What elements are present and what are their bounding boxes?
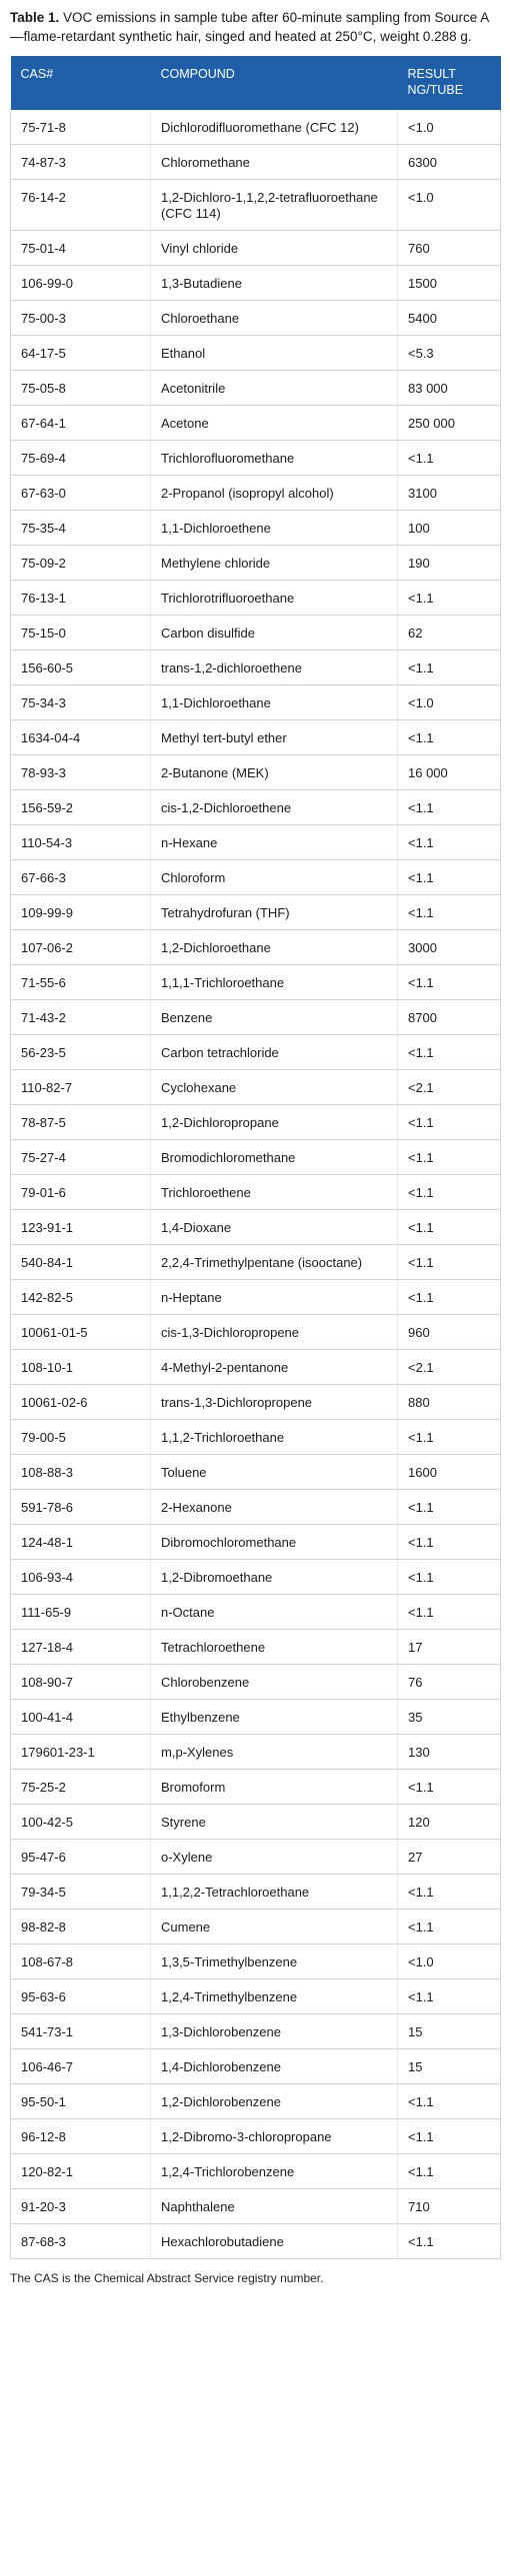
table-row: [11, 1140, 501, 1175]
table-row: [11, 110, 501, 145]
result-cell: <1.1: [398, 860, 501, 895]
result-cell: 100: [398, 511, 501, 546]
result-cell: <1.1: [398, 581, 501, 616]
table-row: [11, 1210, 501, 1245]
result-cell: <1.0: [398, 1944, 501, 1979]
compound-cell: Toluene: [151, 1455, 398, 1490]
compound-cell: 1,1,2-Trichloroethane: [151, 1420, 398, 1455]
compound-cell: 1,4-Dioxane: [151, 1210, 398, 1245]
table-row: [11, 1315, 501, 1350]
compound-cell: Trichloroethene: [151, 1175, 398, 1210]
table-row: [11, 1944, 501, 1979]
compound-cell: 2-Propanol (isopropyl alcohol): [151, 476, 398, 511]
compound-cell: 1,3,5-Trimethylbenzene: [151, 1944, 398, 1979]
compound-cell: Chloroethane: [151, 301, 398, 336]
table-row: [11, 790, 501, 825]
table-row: [11, 2049, 501, 2084]
cas-cell: 179601-23-1: [11, 1735, 151, 1770]
cas-cell: 75-69-4: [11, 441, 151, 476]
table-row: [11, 1070, 501, 1105]
cas-cell: 67-63-0: [11, 476, 151, 511]
cas-cell: 87-68-3: [11, 2224, 151, 2259]
cas-cell: 78-93-3: [11, 755, 151, 790]
result-cell: <2.1: [398, 1350, 501, 1385]
cas-cell: 124-48-1: [11, 1525, 151, 1560]
table-row: [11, 406, 501, 441]
table-row: [11, 930, 501, 965]
compound-cell: trans-1,2-dichloroethene: [151, 650, 398, 685]
cas-cell: 10061-02-6: [11, 1385, 151, 1420]
cas-cell: 156-60-5: [11, 650, 151, 685]
caption-label: Table 1.: [10, 10, 60, 25]
result-cell: <1.1: [398, 1140, 501, 1175]
result-cell: 8700: [398, 1000, 501, 1035]
cas-cell: 64-17-5: [11, 336, 151, 371]
result-cell: <5.3: [398, 336, 501, 371]
result-cell: 130: [398, 1735, 501, 1770]
table-row: [11, 1455, 501, 1490]
result-cell: 27: [398, 1840, 501, 1875]
table-row: [11, 685, 501, 720]
result-cell: <1.1: [398, 441, 501, 476]
result-cell: 16 000: [398, 755, 501, 790]
compound-cell: 2-Hexanone: [151, 1490, 398, 1525]
header-row: [11, 56, 501, 110]
table-row: [11, 1420, 501, 1455]
result-cell: <1.1: [398, 650, 501, 685]
table-row: [11, 1245, 501, 1280]
result-cell: <1.1: [398, 965, 501, 1000]
table-row: [11, 2014, 501, 2049]
compound-cell: Acetonitrile: [151, 371, 398, 406]
table-row: [11, 371, 501, 406]
result-cell: <1.1: [398, 895, 501, 930]
cas-cell: 76-14-2: [11, 180, 151, 231]
result-cell: 17: [398, 1630, 501, 1665]
table-row: [11, 616, 501, 650]
table-footnote: The CAS is the Chemical Abstract Service registry number.: [10, 2271, 324, 2285]
compound-cell: 1,2-Dichloro-1,1,2,2-tetrafluoroethane (CFC 114): [151, 180, 398, 231]
table-row: [11, 2189, 501, 2224]
table-row: [11, 1735, 501, 1770]
result-cell: 6300: [398, 145, 501, 180]
result-cell: 250 000: [398, 406, 501, 441]
result-cell: <1.1: [398, 2224, 501, 2259]
compound-cell: 1,2-Dichlorobenzene: [151, 2084, 398, 2119]
result-cell: <1.1: [398, 1525, 501, 1560]
result-cell: <1.1: [398, 825, 501, 860]
table-row: [11, 965, 501, 1000]
table-header: [11, 56, 501, 110]
cas-cell: 75-09-2: [11, 546, 151, 581]
result-cell: <1.1: [398, 1560, 501, 1595]
result-cell: <1.1: [398, 1420, 501, 1455]
table-row: [11, 1350, 501, 1385]
compound-cell: Trichlorotrifluoroethane: [151, 581, 398, 616]
cas-cell: 109-99-9: [11, 895, 151, 930]
table-row: [11, 336, 501, 371]
cas-cell: 79-01-6: [11, 1175, 151, 1210]
cas-cell: 76-13-1: [11, 581, 151, 616]
table-row: [11, 1910, 501, 1944]
table-row: [11, 755, 501, 790]
compound-cell: trans-1,3-Dichloropropene: [151, 1385, 398, 1420]
table-row: [11, 1979, 501, 2014]
cas-cell: 71-43-2: [11, 1000, 151, 1035]
result-cell: <1.1: [398, 1210, 501, 1245]
table-row: [11, 2119, 501, 2154]
result-cell: <1.1: [398, 1490, 501, 1525]
cas-cell: 107-06-2: [11, 930, 151, 965]
table-row: [11, 1595, 501, 1630]
cas-cell: 108-67-8: [11, 1944, 151, 1979]
compound-cell: n-Heptane: [151, 1280, 398, 1315]
compound-cell: Dichlorodifluoromethane (CFC 12): [151, 110, 398, 145]
result-cell: 62: [398, 616, 501, 650]
compound-cell: Carbon tetrachloride: [151, 1035, 398, 1070]
voc-emissions-table: [10, 56, 501, 2259]
result-cell: 960: [398, 1315, 501, 1350]
table-row: [11, 720, 501, 755]
compound-cell: 1,2-Dichloropropane: [151, 1105, 398, 1140]
compound-cell: Bromodichloromethane: [151, 1140, 398, 1175]
table-row: [11, 1105, 501, 1140]
compound-cell: Ethylbenzene: [151, 1700, 398, 1735]
cas-cell: 79-34-5: [11, 1875, 151, 1910]
result-cell: 120: [398, 1805, 501, 1840]
cas-cell: 100-41-4: [11, 1700, 151, 1735]
result-cell: <1.0: [398, 685, 501, 720]
cas-cell: 56-23-5: [11, 1035, 151, 1070]
table-body: [11, 110, 501, 2259]
cas-cell: 123-91-1: [11, 1210, 151, 1245]
table-row: [11, 1175, 501, 1210]
result-cell: 1500: [398, 266, 501, 301]
table-row: [11, 1000, 501, 1035]
compound-cell: Styrene: [151, 1805, 398, 1840]
table-row: [11, 581, 501, 616]
compound-cell: Bromoform: [151, 1770, 398, 1805]
result-cell: 35: [398, 1700, 501, 1735]
cas-cell: 71-55-6: [11, 965, 151, 1000]
caption-text: VOC emissions in sample tube after 60-minute sampling from Source A—flame-retardant synthetic hair, singed and heated at 250°C, weight 0.288 g.: [10, 10, 490, 44]
result-cell: 15: [398, 2014, 501, 2049]
cas-cell: 142-82-5: [11, 1280, 151, 1315]
table-row: [11, 2224, 501, 2259]
cas-cell: 111-65-9: [11, 1595, 151, 1630]
result-cell: 3000: [398, 930, 501, 965]
cas-cell: 74-87-3: [11, 145, 151, 180]
result-cell: 76: [398, 1665, 501, 1700]
compound-cell: Cyclohexane: [151, 1070, 398, 1105]
compound-cell: Methylene chloride: [151, 546, 398, 581]
result-cell: 15: [398, 2049, 501, 2084]
result-cell: 760: [398, 231, 501, 266]
compound-cell: cis-1,2-Dichloroethene: [151, 790, 398, 825]
table-row: [11, 1700, 501, 1735]
table-row: [11, 546, 501, 581]
table-row: [11, 825, 501, 860]
compound-cell: Ethanol: [151, 336, 398, 371]
result-cell: <1.1: [398, 1035, 501, 1070]
compound-cell: Acetone: [151, 406, 398, 441]
compound-cell: 1,3-Butadiene: [151, 266, 398, 301]
compound-cell: 1,3-Dichlorobenzene: [151, 2014, 398, 2049]
compound-cell: Dibromochloromethane: [151, 1525, 398, 1560]
cas-cell: 106-99-0: [11, 266, 151, 301]
compound-cell: cis-1,3-Dichloropropene: [151, 1315, 398, 1350]
cas-cell: 75-05-8: [11, 371, 151, 406]
table-row: [11, 2154, 501, 2189]
compound-cell: Tetrachloroethene: [151, 1630, 398, 1665]
table-row: [11, 1875, 501, 1910]
table-row: [11, 1385, 501, 1420]
result-cell: 1600: [398, 1455, 501, 1490]
cas-cell: 541-73-1: [11, 2014, 151, 2049]
table-row: [11, 180, 501, 231]
compound-cell: Trichlorofluoromethane: [151, 441, 398, 476]
result-cell: <1.1: [398, 1595, 501, 1630]
cas-cell: 540-84-1: [11, 1245, 151, 1280]
table-row: [11, 476, 501, 511]
cas-cell: 96-12-8: [11, 2119, 151, 2154]
cas-cell: 67-64-1: [11, 406, 151, 441]
compound-cell: n-Hexane: [151, 825, 398, 860]
header-result: RESULT NG/TUBE: [407, 67, 464, 97]
cas-cell: 67-66-3: [11, 860, 151, 895]
header-cas: CAS#: [20, 67, 54, 81]
cas-cell: 98-82-8: [11, 1910, 151, 1944]
result-cell: 3100: [398, 476, 501, 511]
result-cell: <1.1: [398, 2119, 501, 2154]
cas-cell: 108-10-1: [11, 1350, 151, 1385]
compound-cell: n-Octane: [151, 1595, 398, 1630]
result-cell: 880: [398, 1385, 501, 1420]
cas-cell: 75-01-4: [11, 231, 151, 266]
result-cell: <1.1: [398, 2154, 501, 2189]
result-cell: 83 000: [398, 371, 501, 406]
compound-cell: 1,2,4-Trichlorobenzene: [151, 2154, 398, 2189]
result-cell: <1.1: [398, 1770, 501, 1805]
table-row: [11, 1490, 501, 1525]
compound-cell: Benzene: [151, 1000, 398, 1035]
compound-cell: Hexachlorobutadiene: [151, 2224, 398, 2259]
table-row: [11, 895, 501, 930]
cas-cell: 120-82-1: [11, 2154, 151, 2189]
result-cell: <1.1: [398, 790, 501, 825]
cas-cell: 110-54-3: [11, 825, 151, 860]
cas-cell: 75-27-4: [11, 1140, 151, 1175]
compound-cell: 1,4-Dichlorobenzene: [151, 2049, 398, 2084]
cas-cell: 75-25-2: [11, 1770, 151, 1805]
result-cell: <1.1: [398, 1105, 501, 1140]
cas-cell: 110-82-7: [11, 1070, 151, 1105]
compound-cell: 1,2-Dibromoethane: [151, 1560, 398, 1595]
cas-cell: 156-59-2: [11, 790, 151, 825]
compound-cell: Chloromethane: [151, 145, 398, 180]
table-row: [11, 1525, 501, 1560]
table-caption: [10, 8, 500, 46]
table-row: [11, 1770, 501, 1805]
cas-cell: 75-34-3: [11, 685, 151, 720]
compound-cell: Chlorobenzene: [151, 1665, 398, 1700]
table-row: [11, 860, 501, 895]
result-cell: <1.0: [398, 110, 501, 145]
cas-cell: 75-71-8: [11, 110, 151, 145]
table-row: [11, 1840, 501, 1875]
cas-cell: 79-00-5: [11, 1420, 151, 1455]
cas-cell: 127-18-4: [11, 1630, 151, 1665]
table-row: [11, 511, 501, 546]
result-cell: <1.1: [398, 1875, 501, 1910]
cas-cell: 95-63-6: [11, 1979, 151, 2014]
result-cell: <1.1: [398, 1175, 501, 1210]
result-cell: <2.1: [398, 1070, 501, 1105]
table-row: [11, 1560, 501, 1595]
result-cell: 710: [398, 2189, 501, 2224]
compound-cell: Naphthalene: [151, 2189, 398, 2224]
result-cell: <1.1: [398, 1979, 501, 2014]
table-row: [11, 441, 501, 476]
cas-cell: 108-88-3: [11, 1455, 151, 1490]
cas-cell: 106-93-4: [11, 1560, 151, 1595]
compound-cell: 1,1-Dichloroethane: [151, 685, 398, 720]
compound-cell: Cumene: [151, 1910, 398, 1944]
cas-cell: 100-42-5: [11, 1805, 151, 1840]
table-row: [11, 231, 501, 266]
cas-cell: 108-90-7: [11, 1665, 151, 1700]
table-row: [11, 301, 501, 336]
compound-cell: Chloroform: [151, 860, 398, 895]
result-cell: <1.1: [398, 1245, 501, 1280]
table-row: [11, 1280, 501, 1315]
compound-cell: 1,2,4-Trimethylbenzene: [151, 1979, 398, 2014]
table-row: [11, 650, 501, 685]
result-cell: <1.1: [398, 720, 501, 755]
compound-cell: 2,2,4-Trimethylpentane (isooctane): [151, 1245, 398, 1280]
table-row: [11, 1665, 501, 1700]
compound-cell: 1,1,2,2-Tetrachloroethane: [151, 1875, 398, 1910]
result-cell: <1.1: [398, 1280, 501, 1315]
cas-cell: 75-35-4: [11, 511, 151, 546]
compound-cell: 2-Butanone (MEK): [151, 755, 398, 790]
compound-cell: 1,2-Dibromo-3-chloropropane: [151, 2119, 398, 2154]
cas-cell: 10061-01-5: [11, 1315, 151, 1350]
compound-cell: 1,1,1-Trichloroethane: [151, 965, 398, 1000]
result-cell: <1.1: [398, 1910, 501, 1944]
cas-cell: 106-46-7: [11, 2049, 151, 2084]
compound-cell: 1,2-Dichloroethane: [151, 930, 398, 965]
compound-cell: o-Xylene: [151, 1840, 398, 1875]
cas-cell: 591-78-6: [11, 1490, 151, 1525]
cas-cell: 75-00-3: [11, 301, 151, 336]
cas-cell: 91-20-3: [11, 2189, 151, 2224]
table-row: [11, 2084, 501, 2119]
cas-cell: 1634-04-4: [11, 720, 151, 755]
compound-cell: Tetrahydrofuran (THF): [151, 895, 398, 930]
table-row: [11, 266, 501, 301]
compound-cell: 4-Methyl-2-pentanone: [151, 1350, 398, 1385]
result-cell: 5400: [398, 301, 501, 336]
table-row: [11, 1630, 501, 1665]
result-cell: <1.1: [398, 2084, 501, 2119]
result-cell: 190: [398, 546, 501, 581]
cas-cell: 78-87-5: [11, 1105, 151, 1140]
header-compound: COMPOUND: [160, 67, 235, 81]
compound-cell: 1,1-Dichloroethene: [151, 511, 398, 546]
cas-cell: 95-47-6: [11, 1840, 151, 1875]
compound-cell: m,p-Xylenes: [151, 1735, 398, 1770]
compound-cell: Methyl tert-butyl ether: [151, 720, 398, 755]
compound-cell: Carbon disulfide: [151, 616, 398, 650]
table-row: [11, 145, 501, 180]
table-row: [11, 1805, 501, 1840]
result-cell: <1.0: [398, 180, 501, 231]
cas-cell: 75-15-0: [11, 616, 151, 650]
cas-cell: 95-50-1: [11, 2084, 151, 2119]
table-row: [11, 1035, 501, 1070]
compound-cell: Vinyl chloride: [151, 231, 398, 266]
